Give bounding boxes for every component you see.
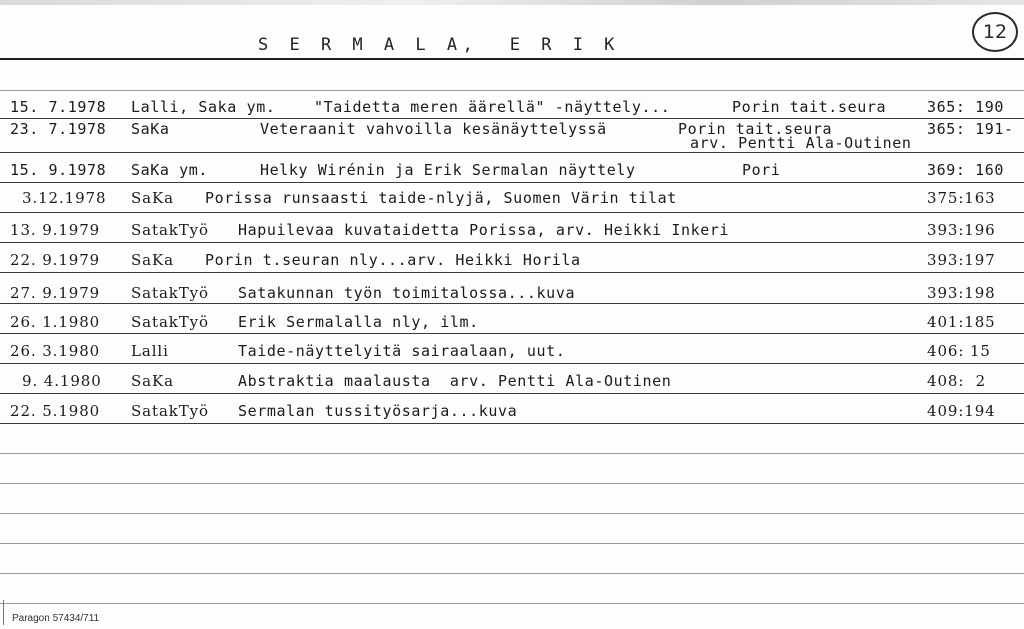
row-divider <box>0 242 1024 243</box>
row-divider <box>0 363 1024 364</box>
empty-ruled-line <box>0 573 1024 574</box>
row-6-title: Porin t.seuran nly...arv. Heikki Horila <box>205 251 581 269</box>
printer-imprint: Paragon 57434/711 <box>12 613 100 624</box>
row-9-source: Lalli <box>131 342 169 360</box>
row-divider <box>0 393 1024 394</box>
row-7-ref: 393:198 <box>927 284 996 302</box>
row-3-ref: 369: 160 <box>927 161 1005 179</box>
card-header-name: S E R M A L A, E R I K <box>258 35 620 55</box>
row-divider <box>0 212 1024 213</box>
row-10-title: Abstraktia maalausta arv. Pentti Ala-Outinen <box>238 372 672 390</box>
row-6-date: 22. 9.1979 <box>10 251 101 269</box>
row-divider <box>0 272 1024 273</box>
row-divider <box>0 182 1024 183</box>
row-4-ref: 375:163 <box>927 189 996 207</box>
row-divider <box>0 118 1024 119</box>
row-4-source: SaKa <box>131 189 174 207</box>
empty-ruled-line <box>0 453 1024 454</box>
empty-ruled-line <box>0 513 1024 514</box>
row-2-extra-line2: arv. Pentti Ala-Outinen <box>690 134 912 152</box>
row-8-date: 26. 1.1980 <box>10 313 101 331</box>
top-edge-strip <box>0 0 1024 5</box>
row-9-title: Taide-näyttelyitä sairaalaan, uut. <box>238 342 566 360</box>
row-1-date: 15. 7.1978 <box>10 98 107 116</box>
row-1-extra: Porin tait.seura <box>732 98 887 116</box>
row-divider <box>0 333 1024 334</box>
row-6-ref: 393:197 <box>927 251 996 269</box>
row-3-extra: Pori <box>742 161 781 179</box>
row-1-ref: 365: 190 <box>927 98 1005 116</box>
row-divider <box>0 303 1024 304</box>
row-divider <box>0 152 1024 153</box>
row-5-date: 13. 9.1979 <box>10 221 101 239</box>
row-2-source: SaKa <box>131 120 170 138</box>
row-10-date: 9. 4.1980 <box>22 372 102 390</box>
row-2-title: Veteraanit vahvoilla kesänäyttelyssä <box>260 120 607 138</box>
row-11-source: SatakTyö <box>131 402 209 420</box>
row-4-date: 3.12.1978 <box>22 189 107 207</box>
row-10-ref: 408: 2 <box>927 372 987 390</box>
header-rule-secondary <box>0 90 1024 91</box>
row-9-ref: 406: 15 <box>927 342 991 360</box>
empty-ruled-line <box>0 603 1024 604</box>
row-1-source: Lalli, Saka ym. <box>131 98 276 116</box>
row-10-source: SaKa <box>131 372 174 390</box>
row-3-title: Helky Wirénin ja Erik Sermalan näyttely <box>260 161 636 179</box>
row-5-source: SatakTyö <box>131 221 209 239</box>
row-2-extra: Porin tait.seura <box>678 120 833 138</box>
row-7-date: 27. 9.1979 <box>10 284 101 302</box>
row-8-source: SatakTyö <box>131 313 209 331</box>
row-1-title: "Taidetta meren äärellä" -näyttely... <box>314 98 671 116</box>
row-3-source: SaKa ym. <box>131 161 209 179</box>
row-8-ref: 401:185 <box>927 313 996 331</box>
row-9-date: 26. 3.1980 <box>10 342 101 360</box>
empty-ruled-line <box>0 543 1024 544</box>
row-7-title: Satakunnan työn toimitalossa...kuva <box>238 284 576 302</box>
row-11-title: Sermalan tussityösarja...kuva <box>238 402 518 420</box>
row-3-date: 15. 9.1978 <box>10 161 107 179</box>
row-2-date: 23. 7.1978 <box>10 120 107 138</box>
row-7-source: SatakTyö <box>131 284 209 302</box>
row-divider <box>0 423 1024 424</box>
header-rule <box>0 58 1024 60</box>
row-5-ref: 393:196 <box>927 221 996 239</box>
row-5-title: Hapuilevaa kuvataidetta Porissa, arv. Heikki Inkeri <box>238 221 730 239</box>
row-4-title: Porissa runsaasti taide-nlyjä, Suomen Värin tilat <box>205 189 677 207</box>
row-11-date: 22. 5.1980 <box>10 402 101 420</box>
card-number-circle: 12 <box>972 12 1018 52</box>
empty-ruled-line <box>0 483 1024 484</box>
row-11-ref: 409:194 <box>927 402 996 420</box>
row-8-title: Erik Sermalalla nly, ilm. <box>238 313 479 331</box>
row-2-ref: 365: 191- <box>927 120 1014 138</box>
left-margin-tick <box>3 600 4 625</box>
row-6-source: SaKa <box>131 251 174 269</box>
